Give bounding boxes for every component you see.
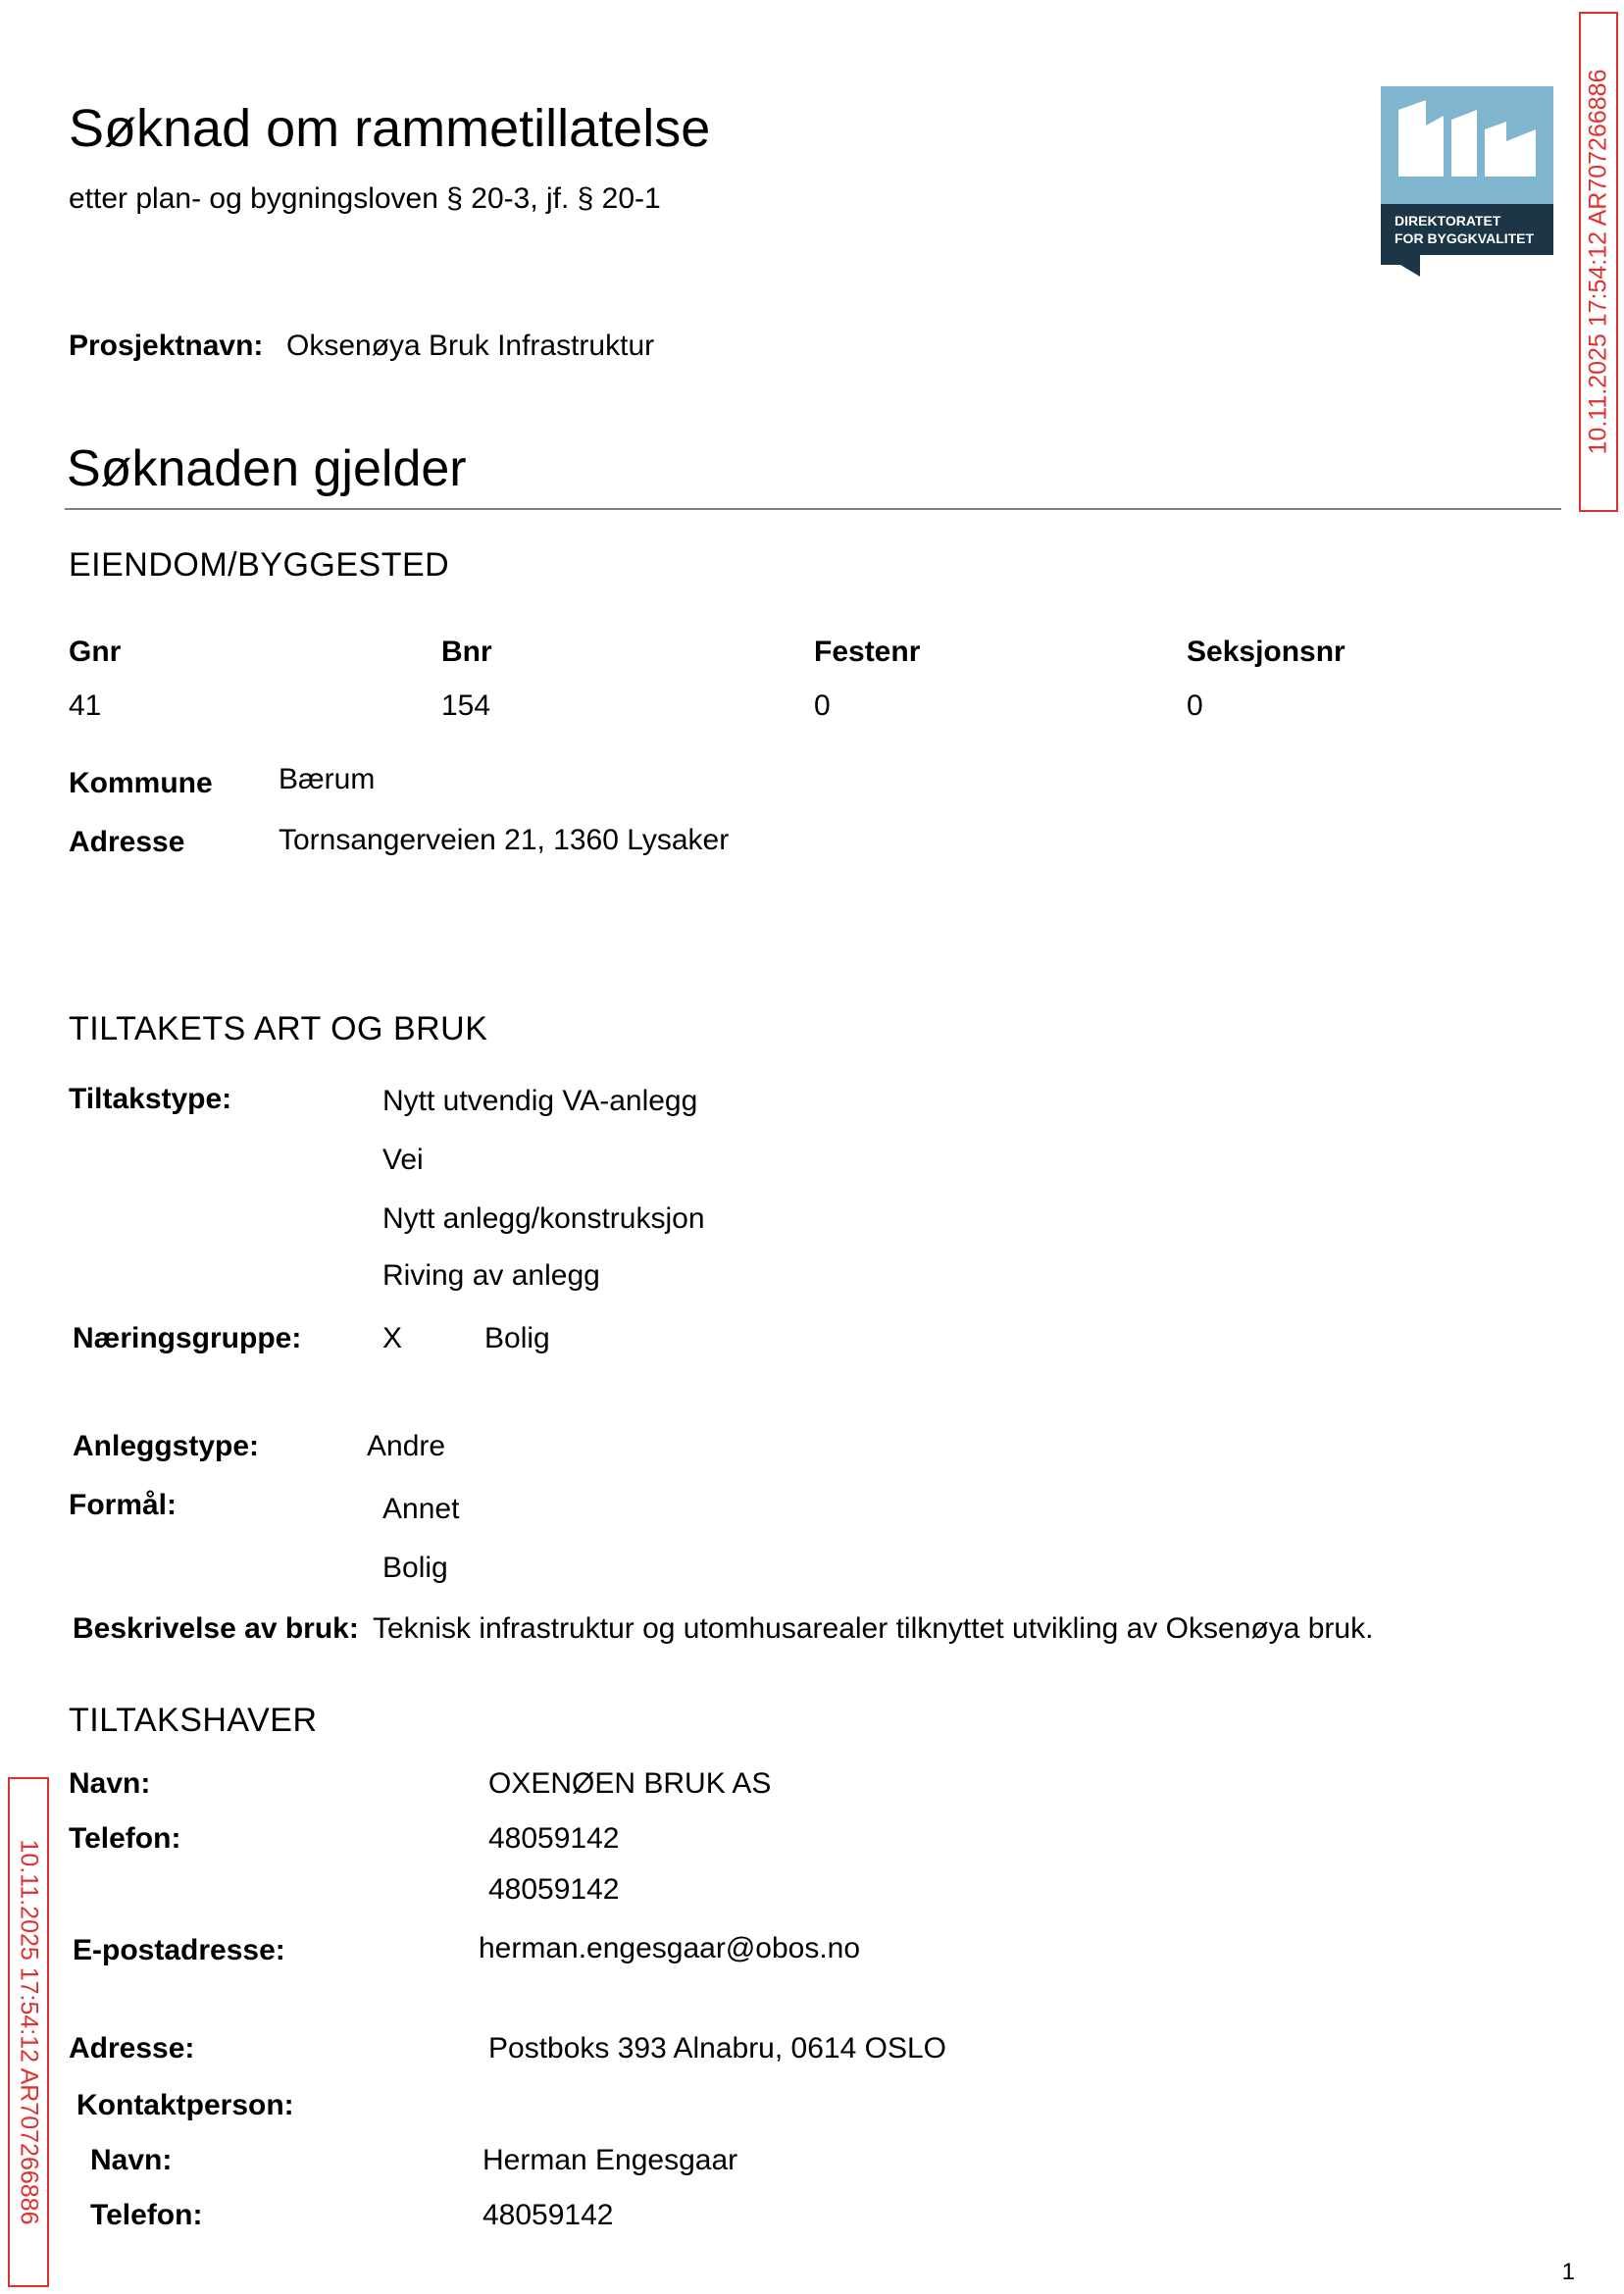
tiltakstype-value: Nytt anlegg/konstruksjon xyxy=(382,1202,705,1235)
timestamp-stamp-left xyxy=(8,1777,49,2287)
logo-line-1: DIREKTORATET xyxy=(1395,213,1501,229)
section-divider xyxy=(65,508,1561,510)
kontaktperson-label: Kontaktperson: xyxy=(76,2089,294,2121)
kontakt-navn-label: Navn: xyxy=(90,2144,173,2176)
tiltakshaver-telefon-value: 48059142 xyxy=(488,1873,620,1906)
section-title: Søknaden gjelder xyxy=(67,440,467,497)
document-subtitle: etter plan- og bygningsloven § 20-3, jf. § 20-1 xyxy=(69,182,661,215)
naeringsgruppe-code: X xyxy=(382,1322,403,1354)
logo-line-2: FOR BYGGKVALITET xyxy=(1395,230,1535,246)
seksjonsnr-value: 0 xyxy=(1187,689,1203,722)
kontakt-telefon-label: Telefon: xyxy=(90,2199,203,2231)
tiltakshaver-telefon-value: 48059142 xyxy=(488,1822,620,1855)
tiltakshaver-navn-label: Navn: xyxy=(69,1767,151,1800)
kontakt-navn-value: Herman Engesgaar xyxy=(482,2144,738,2176)
kontakt-telefon-value: 48059142 xyxy=(482,2199,614,2231)
stamp-text: 10.11.2025 17:54:12 AR707266886 xyxy=(15,1839,43,2225)
dibk-logo xyxy=(1381,86,1553,277)
project-label: Prosjektnavn: xyxy=(69,330,264,362)
tiltakshaver-telefon-label: Telefon: xyxy=(69,1822,181,1855)
anleggstype-label: Anleggstype: xyxy=(73,1430,260,1462)
gnr-label: Gnr xyxy=(69,636,122,668)
document-title: Søknad om rammetillatelse xyxy=(69,99,711,158)
epost-label: E-postadresse: xyxy=(73,1934,285,1966)
anleggstype-value: Andre xyxy=(367,1430,446,1462)
project-value: Oksenøya Bruk Infrastruktur xyxy=(286,330,655,362)
festenr-label: Festenr xyxy=(814,636,921,668)
formal-label: Formål: xyxy=(69,1489,178,1521)
adresse-value: Tornsangerveien 21, 1360 Lysaker xyxy=(279,824,730,856)
beskrivelse-value: Teknisk infrastruktur og utomhusarealer tilknyttet utvikling av Oksenøya bruk. xyxy=(373,1612,1374,1645)
formal-value: Bolig xyxy=(382,1552,448,1584)
tiltakstype-value: Riving av anlegg xyxy=(382,1259,600,1292)
page-number: 1 xyxy=(1561,2259,1575,2285)
tiltakshaver-navn-value: OXENØEN BRUK AS xyxy=(488,1767,772,1800)
bnr-label: Bnr xyxy=(441,636,492,668)
tiltakshaver-adresse-label: Adresse: xyxy=(69,2032,195,2065)
property-heading: EIENDOM/BYGGESTED xyxy=(69,546,450,584)
tiltakstype-label: Tiltakstype: xyxy=(69,1083,232,1115)
tiltakstype-value: Vei xyxy=(382,1144,424,1176)
kommune-value: Bærum xyxy=(279,763,376,795)
festenr-value: 0 xyxy=(814,689,831,722)
stamp-text: 10.11.2025 17:54:12 AR707266886 xyxy=(1584,69,1612,455)
naeringsgruppe-value: Bolig xyxy=(484,1322,550,1354)
seksjonsnr-label: Seksjonsnr xyxy=(1187,636,1345,668)
epost-value: herman.engesgaar@obos.no xyxy=(479,1932,861,1964)
timestamp-stamp-top xyxy=(1579,12,1618,512)
formal-value: Annet xyxy=(382,1493,460,1525)
adresse-label: Adresse xyxy=(69,826,185,858)
tiltakshaver-heading: TILTAKSHAVER xyxy=(69,1702,318,1739)
naeringsgruppe-label: Næringsgruppe: xyxy=(73,1322,302,1354)
tiltakshaver-adresse-value: Postboks 393 Alnabru, 0614 OSLO xyxy=(488,2032,946,2065)
beskrivelse-label: Beskrivelse av bruk: xyxy=(73,1612,359,1645)
tiltak-heading: TILTAKETS ART OG BRUK xyxy=(69,1010,488,1047)
bnr-value: 154 xyxy=(441,689,491,722)
tiltakstype-value: Nytt utvendig VA-anlegg xyxy=(382,1085,698,1117)
kommune-label: Kommune xyxy=(69,767,213,799)
gnr-value: 41 xyxy=(69,689,102,722)
